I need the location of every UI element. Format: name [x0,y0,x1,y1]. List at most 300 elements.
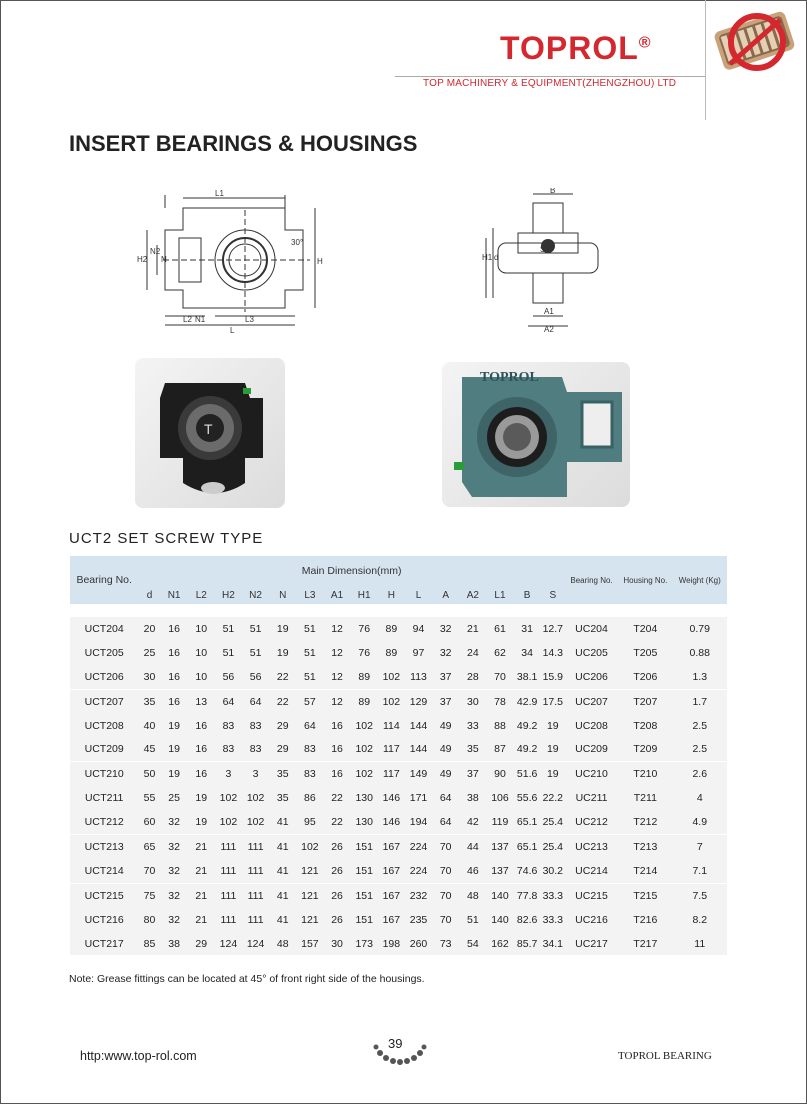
table-cell: 19 [161,714,188,738]
table-cell: 10 [188,641,215,665]
drawing-label: S [540,245,546,254]
dim-header-d: d [138,586,160,604]
table-cell: 16 [161,617,188,641]
table-cell: 85.7 [514,932,541,956]
table-cell: 117 [378,762,405,786]
table-cell: 30 [459,689,486,713]
table-cell: 102 [242,810,269,834]
drawing-label: H2 [137,255,148,264]
table-cell: 15.9 [541,665,565,689]
bearing-number-cell: UCT214 [70,859,138,883]
table-cell: 3 [215,762,242,786]
table-cell: 50 [138,762,160,786]
dim-header-a1: A1 [323,586,350,604]
bearing-number-cell: UCT209 [70,737,138,761]
table-cell: 83 [242,737,269,761]
table-cell: 31 [514,617,541,641]
table-cell: 45 [138,737,160,761]
black-housing-photo [135,358,285,508]
table-cell: 65 [138,835,160,859]
dim-header-n: N [269,586,296,604]
dim-header-h1: H1 [351,586,378,604]
table-cell: T205 [618,641,672,665]
table-cell: 16 [188,714,215,738]
table-cell: 41 [269,908,296,932]
table-cell: 22 [269,689,296,713]
table-cell: 26 [323,908,350,932]
col-header-main-dimension: Main Dimension(mm) [138,556,564,586]
col-header-bearing: Bearing No. [70,556,138,604]
table-cell: 55 [138,786,160,810]
table-cell: 51 [215,641,242,665]
table-cell: 44 [459,835,486,859]
table-row [70,665,727,689]
bearing-number-cell: UCT207 [70,689,138,713]
dim-header-l3: L3 [296,586,323,604]
table-cell: 35 [269,762,296,786]
table-row [70,883,727,907]
table-cell: 25.4 [541,810,565,834]
table-cell: 51 [242,617,269,641]
table-cell: 102 [378,665,405,689]
table-cell: 17.5 [541,689,565,713]
table-cell: 25 [138,641,160,665]
table-cell: 76 [351,617,378,641]
table-cell: 34 [514,641,541,665]
table-cell: 89 [378,641,405,665]
table-cell: 87 [486,737,513,761]
table-row [70,932,727,956]
table-cell: 77.8 [514,883,541,907]
grease-note: Note: Grease fittings can be located at 45° of front right side of the housings. [69,973,425,985]
table-cell: 83 [296,762,323,786]
table-cell: 11 [673,932,728,956]
table-cell: 16 [323,737,350,761]
table-cell: 8.2 [673,908,728,932]
table-cell: 3 [242,762,269,786]
drawing-label: N1 [195,315,206,324]
table-cell: 70 [432,859,459,883]
table-cell: 167 [378,883,405,907]
table-cell: 130 [351,810,378,834]
drawing-label: H1 [482,253,493,262]
table-cell: 51 [296,617,323,641]
table-cell: 7.1 [673,859,728,883]
table-cell: 89 [351,665,378,689]
table-row [70,641,727,665]
table-cell: 56 [215,665,242,689]
table-cell: 30 [323,932,350,956]
table-cell: 16 [188,762,215,786]
table-cell: 95 [296,810,323,834]
spec-table [70,556,727,955]
dim-header-h: H [378,586,405,604]
table-cell: 114 [378,714,405,738]
table-cell: 48 [459,883,486,907]
table-cell: 29 [269,737,296,761]
table-cell: 82.6 [514,908,541,932]
row-group [70,835,727,884]
table-cell: 29 [269,714,296,738]
table-cell: UC204 [565,617,618,641]
table-cell: 32 [432,641,459,665]
table-row [70,714,727,738]
table-cell: 16 [161,665,188,689]
table-cell: 111 [215,883,242,907]
table-cell: 32 [432,617,459,641]
table-cell: 167 [378,835,405,859]
dim-header-n2: N2 [242,586,269,604]
table-cell: 86 [296,786,323,810]
table-cell: 22.2 [541,786,565,810]
table-cell: 64 [242,689,269,713]
table-cell: 83 [215,714,242,738]
table-cell: 32 [161,908,188,932]
table-cell: 19 [269,641,296,665]
dim-header-l2: L2 [188,586,215,604]
table-cell: 25.4 [541,835,565,859]
table-cell: 12 [323,665,350,689]
table-cell: T206 [618,665,672,689]
table-cell: 1.3 [673,665,728,689]
table-cell: 33.3 [541,908,565,932]
table-cell: 129 [405,689,432,713]
table-cell: 70 [432,908,459,932]
dim-header-l1: L1 [486,586,513,604]
table-cell: 42.9 [514,689,541,713]
table-cell: 49.2 [514,714,541,738]
table-cell: 151 [351,859,378,883]
table-cell: 26 [323,835,350,859]
table-cell: 146 [378,810,405,834]
table-cell: 102 [351,714,378,738]
table-cell: 102 [215,810,242,834]
teal-housing-photo [442,362,630,507]
table-cell: 40 [138,714,160,738]
drawing-label: L1 [215,190,224,198]
page-number: 39 [388,1036,403,1051]
table-cell: 88 [486,714,513,738]
table-cell: 41 [269,810,296,834]
table-cell: 19 [161,737,188,761]
col-header-weight: Weight (Kg) [673,556,728,604]
table-cell: 16 [323,762,350,786]
table-cell: 56 [242,665,269,689]
front-view-drawing [135,190,325,335]
table-cell: T210 [618,762,672,786]
dim-header-b: B [514,586,541,604]
dim-header-l: L [405,586,432,604]
table-cell: T211 [618,786,672,810]
table-cell: 137 [486,835,513,859]
table-cell: 19 [541,762,565,786]
table-cell: UC213 [565,835,618,859]
table-cell: 37 [432,665,459,689]
table-cell: UC212 [565,810,618,834]
table-cell: 51 [459,908,486,932]
bearing-number-cell: UCT211 [70,786,138,810]
col-header-bearing-no: Bearing No. [565,556,618,604]
table-cell: 20 [138,617,160,641]
table-row [70,859,727,883]
table-cell: 49.2 [514,737,541,761]
table-cell: 49 [432,762,459,786]
table-cell: 111 [242,908,269,932]
table-cell: UC217 [565,932,618,956]
table-cell: 151 [351,908,378,932]
table-cell: 144 [405,714,432,738]
table-cell: 48 [269,932,296,956]
table-cell: UC206 [565,665,618,689]
table-cell: 12 [323,617,350,641]
table-cell: 64 [215,689,242,713]
table-cell: 140 [486,883,513,907]
table-cell: 22 [323,786,350,810]
table-cell: 14.3 [541,641,565,665]
svg-text:T: T [204,421,213,437]
table-cell: 16 [323,714,350,738]
table-cell: 83 [215,737,242,761]
table-cell: 60 [138,810,160,834]
table-row [70,786,727,810]
table-cell: UC209 [565,737,618,761]
table-cell: 22 [323,810,350,834]
table-cell: 30.2 [541,859,565,883]
table-cell: 157 [296,932,323,956]
table-cell: 21 [459,617,486,641]
table-cell: 19 [541,737,565,761]
table-cell: 1.7 [673,689,728,713]
row-group [70,883,727,955]
table-cell: 74.6 [514,859,541,883]
table-cell: 151 [351,835,378,859]
drawing-label: L2 [183,315,192,324]
table-cell: 124 [215,932,242,956]
dim-header-h2: H2 [215,586,242,604]
table-cell: 70 [486,665,513,689]
drawing-label: 30° [291,238,304,247]
table-cell: 51 [215,617,242,641]
table-cell: 102 [215,786,242,810]
table-cell: T213 [618,835,672,859]
table-cell: 102 [242,786,269,810]
table-cell: 97 [405,641,432,665]
table-cell: 198 [378,932,405,956]
table-cell: 173 [351,932,378,956]
table-row [70,908,727,932]
table-cell: 102 [296,835,323,859]
table-cell: 162 [486,932,513,956]
table-cell: 70 [432,835,459,859]
table-cell: 54 [459,932,486,956]
table-cell: 62 [486,641,513,665]
table-cell: 26 [323,883,350,907]
table-cell: 41 [269,883,296,907]
table-cell: 235 [405,908,432,932]
table-cell: 46 [459,859,486,883]
table-cell: UC211 [565,786,618,810]
table-cell: 51 [242,641,269,665]
drawing-label: A1 [544,307,554,316]
table-cell: 19 [161,762,188,786]
table-cell: 57 [296,689,323,713]
table-cell: 106 [486,786,513,810]
table-cell: 38 [161,932,188,956]
table-cell: T209 [618,737,672,761]
bearing-number-cell: UCT213 [70,835,138,859]
table-cell: 65.1 [514,835,541,859]
dim-header-n1: N1 [161,586,188,604]
table-cell: 37 [432,689,459,713]
table-cell: 111 [242,883,269,907]
table-cell: 137 [486,859,513,883]
table-cell: 111 [215,859,242,883]
table-cell: 21 [188,908,215,932]
bearing-number-cell: UCT215 [70,883,138,907]
footer-brand: TOPROL BEARING [618,1050,712,1062]
table-cell: 224 [405,859,432,883]
dim-header-a2: A2 [459,586,486,604]
table-subtitle: UCT2 SET SCREW TYPE [69,530,264,547]
table-cell: 64 [296,714,323,738]
housing-cast-text: TOPROL [480,370,539,385]
table-cell: 111 [215,908,242,932]
bearing-number-cell: UCT217 [70,932,138,956]
table-cell: T215 [618,883,672,907]
side-view-drawing [478,188,603,333]
company-name: TOP MACHINERY & EQUIPMENT(ZHENGZHOU) LTD [423,78,677,89]
bearing-number-cell: UCT210 [70,762,138,786]
table-cell: 146 [378,786,405,810]
table-cell: 171 [405,786,432,810]
table-cell: 76 [351,641,378,665]
table-cell: 29 [188,932,215,956]
table-cell: 4.9 [673,810,728,834]
table-cell: 13 [188,689,215,713]
table-cell: T204 [618,617,672,641]
table-cell: 12 [323,689,350,713]
footer-url[interactable]: http:www.top-rol.com [80,1049,197,1063]
table-cell: 102 [351,762,378,786]
table-cell: 224 [405,835,432,859]
table-cell: 32 [161,810,188,834]
table-cell: 85 [138,932,160,956]
table-cell: 167 [378,859,405,883]
table-cell: 111 [242,835,269,859]
table-cell: 70 [432,883,459,907]
table-cell: 194 [405,810,432,834]
table-cell: 144 [405,737,432,761]
table-cell: 51.6 [514,762,541,786]
table-cell: 119 [486,810,513,834]
table-cell: 34.1 [541,932,565,956]
header-rule [395,76,705,77]
table-cell: 83 [296,737,323,761]
table-cell: 83 [242,714,269,738]
table-cell: 22 [269,665,296,689]
table-cell: UC205 [565,641,618,665]
table-cell: 30 [138,665,160,689]
table-cell: 73 [432,932,459,956]
table-cell: UC210 [565,762,618,786]
table-cell: 121 [296,859,323,883]
table-cell: 89 [378,617,405,641]
table-cell: 75 [138,883,160,907]
table-row [70,737,727,761]
table-cell: 64 [432,810,459,834]
table-cell: 89 [351,689,378,713]
table-cell: 21 [188,835,215,859]
table-cell: 24 [459,641,486,665]
table-cell: 16 [161,689,188,713]
bearing-number-cell: UCT208 [70,714,138,738]
table-cell: 12 [323,641,350,665]
table-cell: 55.6 [514,786,541,810]
table-cell: 61 [486,617,513,641]
table-cell: 21 [188,883,215,907]
table-row [70,689,727,713]
table-cell: 111 [242,859,269,883]
table-cell: 111 [215,835,242,859]
table-cell: 232 [405,883,432,907]
bearing-number-cell: UCT216 [70,908,138,932]
table-cell: T217 [618,932,672,956]
table-cell: 19 [269,617,296,641]
table-row [70,810,727,834]
table-cell: 10 [188,665,215,689]
table-cell: 121 [296,883,323,907]
table-cell: 80 [138,908,160,932]
table-cell: T212 [618,810,672,834]
table-cell: 33.3 [541,883,565,907]
table-cell: 2.5 [673,737,728,761]
table-cell: 0.88 [673,641,728,665]
drawing-label: A2 [544,325,554,333]
table-cell: 32 [161,883,188,907]
table-cell: T216 [618,908,672,932]
table-cell: 151 [351,883,378,907]
table-cell: T207 [618,689,672,713]
table-cell: 49 [432,737,459,761]
table-cell: 19 [188,786,215,810]
table-cell: 260 [405,932,432,956]
brand-logo-text: TOPROL® [500,30,652,66]
table-cell: 49 [432,714,459,738]
table-cell: 124 [242,932,269,956]
bearing-number-cell: UCT212 [70,810,138,834]
table-cell: 21 [188,859,215,883]
header-vertical-rule [705,0,706,120]
table-cell: 65.1 [514,810,541,834]
table-row [70,835,727,859]
table-row [70,617,727,641]
table-cell: UC207 [565,689,618,713]
table-cell: 51 [296,641,323,665]
table-cell: 10 [188,617,215,641]
table-cell: 51 [296,665,323,689]
table-cell: 35 [138,689,160,713]
table-cell: T214 [618,859,672,883]
drawing-label: B [550,188,556,195]
section-title: INSERT BEARINGS & HOUSINGS [69,131,418,156]
table-cell: 113 [405,665,432,689]
table-cell: 64 [432,786,459,810]
drawing-label: d [494,253,499,262]
bearing-logo-image [710,2,805,80]
table-cell: 38 [459,786,486,810]
table-cell: 140 [486,908,513,932]
table-cell: 35 [459,737,486,761]
